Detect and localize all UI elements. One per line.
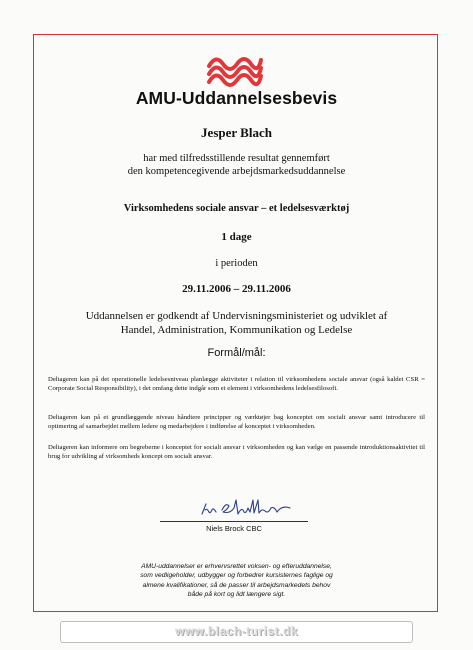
purpose-paragraph: Deltageren kan på et grundlæggende niveau håndtere principper og værktøjer bag konceptet om socialt ansvar samt introducere til optimering af samarbejdet mellem ledere og medarbejdere i indførelse af konceptet i virksomheden. [48, 414, 425, 430]
approval-statement [0, 309, 473, 337]
footer-line: AMU-uddannelser er erhvervsrettet voksen- og efteruddannelse, [141, 563, 332, 570]
purpose-paragraph: Deltageren kan på det operationelle ledelsesniveau planlægge aktiviteter i relation til virksomhedens sociale ansvar (også kaldet CSR = Corporate Social Responsibility), i det omfang dette indgår som et element i virksomhedens ledelsesfilosofi. [48, 376, 425, 392]
footer-note [60, 562, 413, 600]
signature-line [160, 521, 308, 522]
course-title: Virksomhedens sociale ansvar – et ledelsesværktøj [123, 203, 350, 214]
intro-line: har med tilfredsstillende resultat gennemført [143, 153, 330, 164]
intro-line: den kompetencegivende arbejdsmarkedsuddannelse [127, 166, 346, 177]
footer-line: både på kort og lidt længere sigt. [187, 591, 286, 599]
approval-line: Handel, Administration, Kommunikation og Ledelse [120, 324, 353, 336]
purpose-paragraph: Deltageren kan informere om begreberne i konceptet for socialt ansvar i virksomheden og kan vælge en passende introduktionsaktivitet til brug for udvikling af virksomheds koncept om socialt ansvar. [48, 444, 425, 460]
watermark-url: www.blach-turist.dk [174, 624, 299, 638]
completion-statement [0, 152, 473, 178]
period-label: i perioden [215, 258, 258, 269]
handwritten-signature [198, 496, 298, 520]
course-duration: 1 dage [221, 231, 252, 243]
signer-name: Niels Brock CBC [206, 524, 262, 533]
amu-wave-logo-icon [207, 52, 263, 88]
purpose-heading: Formål/mål: [207, 347, 266, 359]
certificate-title: AMU-Uddannelsesbevis [135, 88, 338, 108]
footer-line: almene kvalifikationer, så de passer til arbejdsmarkedets behov [142, 581, 331, 589]
footer-line: som vedligeholder, udbygger og forbedrer kursisternes faglige og [140, 572, 333, 580]
course-dates: 29.11.2006 – 29.11.2006 [182, 283, 291, 295]
recipient-name: Jesper Blach [201, 125, 272, 140]
approval-line: Uddannelsen er godkendt af Undervisningsministeriet og udviklet af [85, 310, 388, 322]
